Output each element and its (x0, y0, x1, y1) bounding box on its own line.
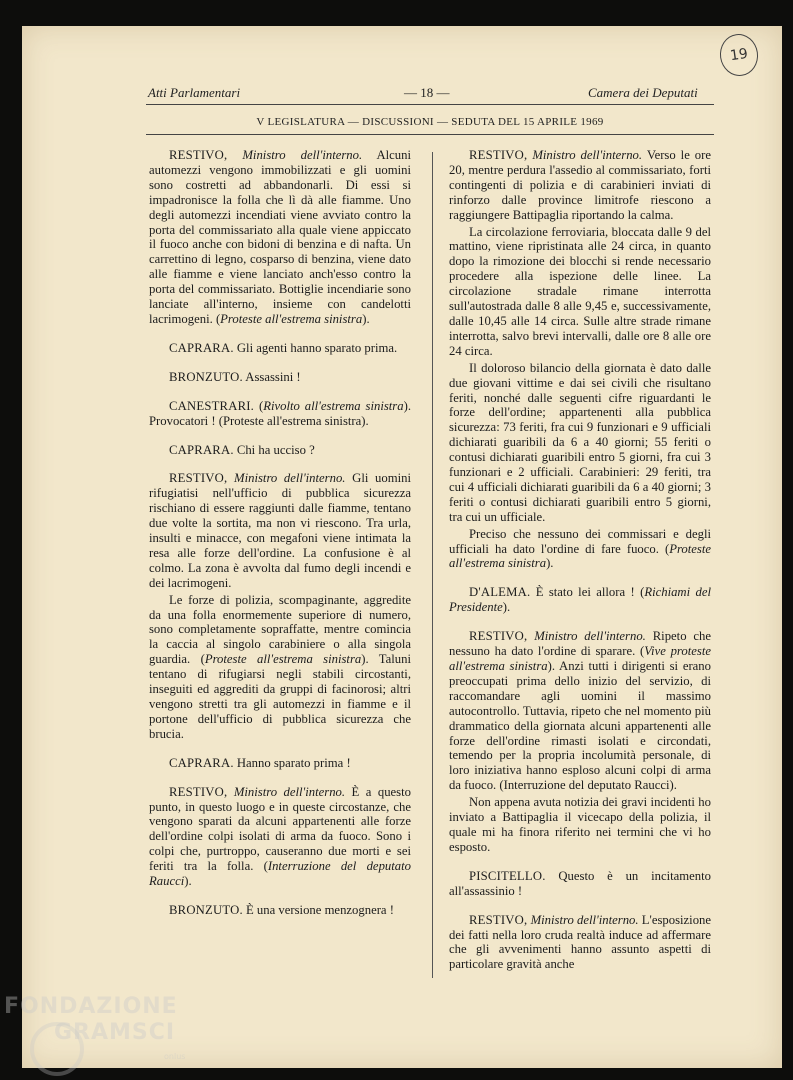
paragraph (149, 785, 411, 889)
speech-text: Chi ha ucciso ? (233, 442, 315, 457)
header-page-number: — 18 — (404, 85, 450, 100)
header-left: Atti Parlamentari (148, 85, 241, 100)
header-rule (146, 104, 714, 105)
speech-text: Il doloroso bilancio della giornata è dato dalle due giovani vittime e dai sei civili che risultano feriti, nonché dalle seguenti cifre riguardanti le forze dell'ordine; appartenenti alla pubblica sicurezza: 73 feriti, fra cui 9 funzionari e 9 ufficiali dichiarati guaribili da 6 a 40 giorni; 55 feriti o contusi dichiarati guaribili entro 5 giorni, fra cui 3 funzionari e 2 ufficiali. Carabinieri: 29 feriti, tra cui 4 ufficiali dichiarati guaribili da 6 a 40 giorni; 3 feriti o contusi dichiarati guaribili entro 5 giorni, tra cui un ufficiale. (449, 360, 711, 524)
speech-tail: ). (546, 556, 554, 571)
speaker-name: RESTIVO, (169, 471, 228, 486)
speech-text: Questo è un incitamento all'assassinio ! (449, 868, 711, 898)
paragraph (449, 148, 711, 223)
speech-tail: ). (502, 600, 511, 615)
paragraph (149, 903, 411, 918)
speech-text: È una versione menzognera ! (242, 902, 394, 917)
paragraph (449, 795, 711, 855)
watermark-line2: GRAMSCI (54, 1020, 176, 1045)
paragraph (149, 756, 411, 771)
speech-text: La circolazione ferroviaria, bloccata dalle 9 del mattino, viene ripristinata alle 24 circa, in quanto dopo la rimozione dei blocchi si rende necessario procedere alla ispezione delle linee. La circolazione stradale rimane interrotta sull'autostrada dalle 8 alle 9,45 e, successivamente, dalle 10,45 alle 14 circa. Sulle altre strade rimane interrotta, salvo brevi intervalli, dalle ore 8 alle ore 24 circa. (449, 224, 711, 358)
stage-note: Proteste all'estrema sinistra (449, 541, 711, 571)
paragraph (449, 629, 711, 793)
speech-text: Assassini ! (242, 369, 301, 384)
paragraph (449, 869, 711, 899)
speech-tail: ). (362, 311, 370, 326)
paragraph (449, 913, 711, 973)
speaker-name: RESTIVO, (469, 912, 528, 927)
stage-note: Interruzione del deputato Raucci (149, 859, 411, 889)
watermark-logo-icon (30, 1022, 84, 1076)
speech-text: Gli agenti hanno sparato prima. (233, 340, 398, 355)
speaker-name: BRONZUTO. (169, 369, 243, 384)
speech-text: Le forze di polizia, scompaginante, aggredite da una folla enormemente superiore di numero, sono completamente sopraffatte, mentre comincia la caccia al singolo carabiniere o alla singola guardia. ( (149, 592, 411, 667)
speaker-role: Ministro dell'interno. (532, 148, 643, 162)
paragraph (149, 341, 411, 356)
column-divider (432, 152, 433, 978)
speaker-name: RESTIVO, (169, 784, 228, 799)
paragraph (449, 585, 711, 615)
speech-text: Non appena avuta notizia dei gravi incidenti ho inviato a Battipaglia il vicecapo della polizia, il quale mi ha finora riferito nei termini che vi ho esposto. (449, 795, 711, 854)
speech-text: Ripeto che nessuno ha dato l'ordine di sparare. ( (449, 629, 712, 659)
paragraph (149, 593, 411, 742)
header-right: Camera dei Deputati (588, 85, 698, 100)
speech-text: Alcuni automezzi vengono immobilizzati e gli uomini sono costretti ad abbandonarli. Di essi si impadronisce la folla che lì dà alle fiamme. Uno degli automezzi incendiati viene avviato contro la porta del commissariato alla quale viene appiccato il fuoco anche con bidoni di benzina e di nafta. Un carrettino di legno, cosparso di benzina, viene dato alle fiamme e viene lanciato anch'esso contro la porta del commissariato. Bottiglie incendiarie sono lanciate all'interno, insieme con candelotti lacrimogeni. ( (149, 148, 412, 326)
stage-note: Proteste all'estrema sinistra (204, 652, 362, 667)
paragraph (149, 370, 411, 385)
speech-text: ( (254, 398, 264, 413)
paragraph (149, 443, 411, 458)
paragraph (449, 527, 711, 572)
speaker-name: RESTIVO, (469, 148, 528, 162)
speaker-name: BRONZUTO. (169, 902, 243, 917)
speaker-name: PISCITELLO. (469, 868, 546, 883)
speaker-name: CAPRARA. (169, 442, 234, 457)
speech-tail: ). Anzi tutti i dirigenti si erano preoccupati prima dello inizio del servizio, di raccomandare agli uomini il massimo autocontrollo. Tuttavia, ripeto che nel momento più drammatico della giornata alcuni appartenenti alle forze dell'ordine rimasti isolati e circondati, temendo per la propria incolumità personale, di loro iniziativa hanno esploso alcuni colpi di arma da fuoco. (Interruzione del deputato Raucci). (449, 659, 711, 793)
speaker-name: RESTIVO, (469, 629, 528, 644)
speech-tail: ). Provocatori ! (Proteste all'estrema sinistra). (149, 398, 411, 428)
right-column (449, 148, 711, 972)
paragraph (449, 361, 711, 525)
subheader-rule (146, 134, 714, 135)
paragraph (149, 471, 411, 590)
speaker-name: CAPRARA. (169, 755, 234, 770)
speaker-name: CAPRARA. (169, 340, 234, 355)
paragraph (449, 225, 711, 359)
speaker-role: Ministro dell'interno. (233, 784, 346, 799)
stage-note: Proteste all'estrema sinistra (220, 311, 363, 326)
speech-text: Gli uomini rifugiatisi nell'ufficio di pubblica sicurezza rischiano di essere raggiunti dalle fiamme, tentano due volte la sortita, ma non vi riescono. Tra urla, insulti e minacce, con megafoni viene intimata la resa alle forze dell'ordine. La confusione è al colmo. La zona è avvolta dal fumo degli incendi e dei lacrimogeni. (149, 471, 411, 590)
left-column (149, 148, 411, 918)
speaker-role: Ministro dell'interno. (530, 912, 639, 927)
stage-note: Richiami del Presidente (449, 585, 711, 615)
speaker-role: Ministro dell'interno. (242, 148, 363, 162)
session-subheader: V LEGISLATURA — DISCUSSIONI — SEDUTA DEL 15 APRILE 1969 (256, 116, 604, 128)
speaker-role: Ministro dell'interno. (234, 471, 346, 486)
speech-text: Preciso che nessuno dei commissari e degli ufficiali ha dato l'ordine di fare fuoco. ( (449, 526, 711, 556)
speaker-name: RESTIVO, (169, 148, 228, 162)
speaker-name: D'ALEMA. (469, 585, 531, 600)
paragraph (149, 148, 411, 327)
speaker-name: CANESTRARI. (169, 398, 255, 413)
speech-text: È a questo punto, in questo luogo e in queste circostanze, che vengono sparati da alcuni appartenenti alle forze dell'ordine colpi isolati di arma da fuoco. Sono i colpi che, purtroppo, causeranno due morti e sei feriti tra la folla. ( (149, 784, 411, 874)
stage-note: Vive proteste all'estrema sinistra (449, 644, 711, 673)
paragraph (149, 399, 411, 429)
stage-note: Rivolto all'estrema sinistra (263, 398, 404, 413)
speech-text: L'esposizione dei fatti nella loro cruda realtà induce ad affermare che gli avvenimenti hanno assunto aspetti di particolare gravità anche (449, 912, 712, 972)
speech-text: È stato lei allora ! ( (530, 585, 645, 600)
speech-tail: ). Taluni tentano di rifugiarsi negli stabili circostanti, inseguiti ed aggrediti da gruppi di facinorosi; altri vengono stretti tra gli automezzi in fiamme e il portone dell'ufficio di pubblica sicurezza che brucia. (149, 652, 411, 741)
speech-tail: ). (184, 874, 192, 889)
watermark-line1: FONDAZIONE (4, 994, 178, 1019)
speaker-role: Ministro dell'interno. (534, 629, 646, 644)
watermark-small: onlus (164, 1052, 186, 1061)
page-number-stamp: 19 (717, 32, 760, 79)
speech-text: Verso le ore 20, mentre perdura l'assedio al commissariato, forti contingenti di polizia e di carabinieri inviati di rinforzo dalle province limitrofe riescono a raggiungere Battipaglia riportando la calma. (449, 148, 711, 222)
speech-text: Hanno sparato prima ! (233, 755, 351, 770)
